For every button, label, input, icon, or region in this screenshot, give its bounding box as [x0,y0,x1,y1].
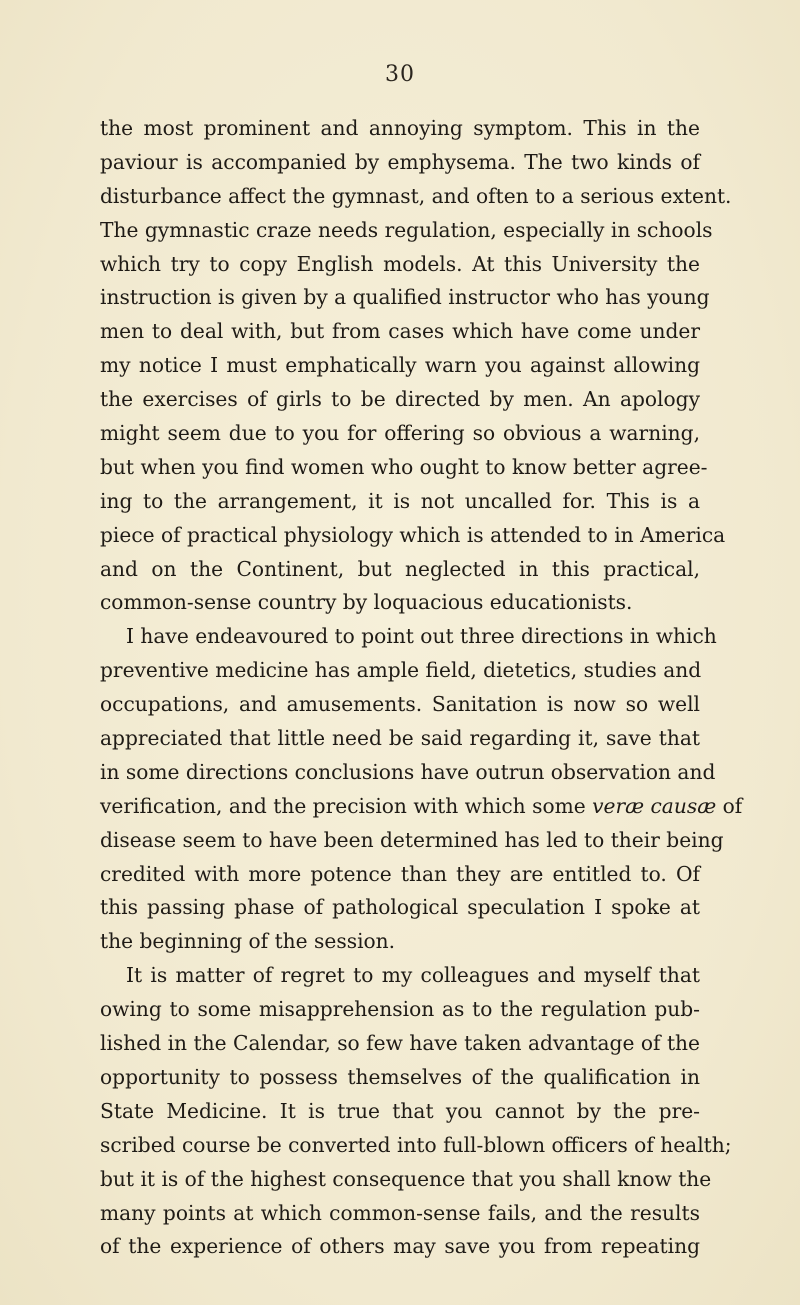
text-line: scribed course be converted into full-blown officers of health; [100,1132,732,1157]
text-line: in some directions conclusions have outrun observation and [100,759,716,784]
text-line: paviour is accompanied by emphysema. The two kinds of [100,149,700,174]
text-line: owing to some misapprehension as to the regulation pub- [100,997,700,1022]
latin-phrase: veræ causæ [592,793,717,818]
text-line: this passing phase of pathological speculation I spoke at [100,895,700,920]
text-line: and on the Continent, but neglected in this practical, [100,556,700,581]
page-number: 30 [385,62,415,87]
text-line: lished in the Calendar, so few have taken advantage of the [100,1031,700,1056]
text-line-with-latin [100,790,743,824]
text-line: ing to the arrangement, it is not uncalled for. This is a [100,488,700,513]
text-line: instruction is given by a qualified instructor who has young [100,285,710,310]
text-segment: verification, and the precision with which some [100,793,593,818]
text-line: the most prominent and annoying symptom. This in the [100,116,700,140]
text-line: piece of practical physiology which is attended to in America [100,522,726,547]
text-line: The gymnastic craze needs regulation, especially in schools [100,217,713,242]
text-line: the beginning of the session. [100,929,396,954]
text-line: men to deal with, but from cases which have come under [100,319,700,344]
body-text [100,112,743,1264]
text-line: but when you find women who ought to know better agree- [100,454,708,479]
text-line: might seem due to you for offering so obvious a warning, [100,421,700,446]
text-line: I have endeavoured to point out three directions in which [126,624,717,649]
text-segment: of [716,793,743,818]
text-line: disease seem to have been determined has led to their being [100,827,724,852]
text-line: preventive medicine has ample field, dietetics, studies and [100,658,702,683]
text-line: which try to copy English models. At this University the [100,251,700,276]
text-line: appreciated that little need be said regarding it, save that [100,726,700,751]
text-line: of the experience of others may save you from repeating [100,1234,700,1259]
text-line: occupations, and amusements. Sanitation is now so well [100,692,700,717]
text-line: many points at which common-sense fails, and the results [100,1200,700,1225]
text-line: my notice I must emphatically warn you against allowing [100,353,700,378]
text-line: but it is of the highest consequence that you shall know the [100,1166,712,1191]
text-line: disturbance affect the gymnast, and often to a serious extent. [100,183,732,208]
text-line: common-sense country by loquacious educationists. [100,590,633,615]
text-line: the exercises of girls to be directed by men. An apology [100,387,700,412]
text-line: It is matter of regret to my colleagues and myself that [126,963,700,988]
text-line: State Medicine. It is true that you cannot by the pre- [100,1098,700,1123]
text-line: credited with more potence than they are entitled to. Of [100,861,700,886]
text-line: opportunity to possess themselves of the qualification in [100,1064,700,1089]
